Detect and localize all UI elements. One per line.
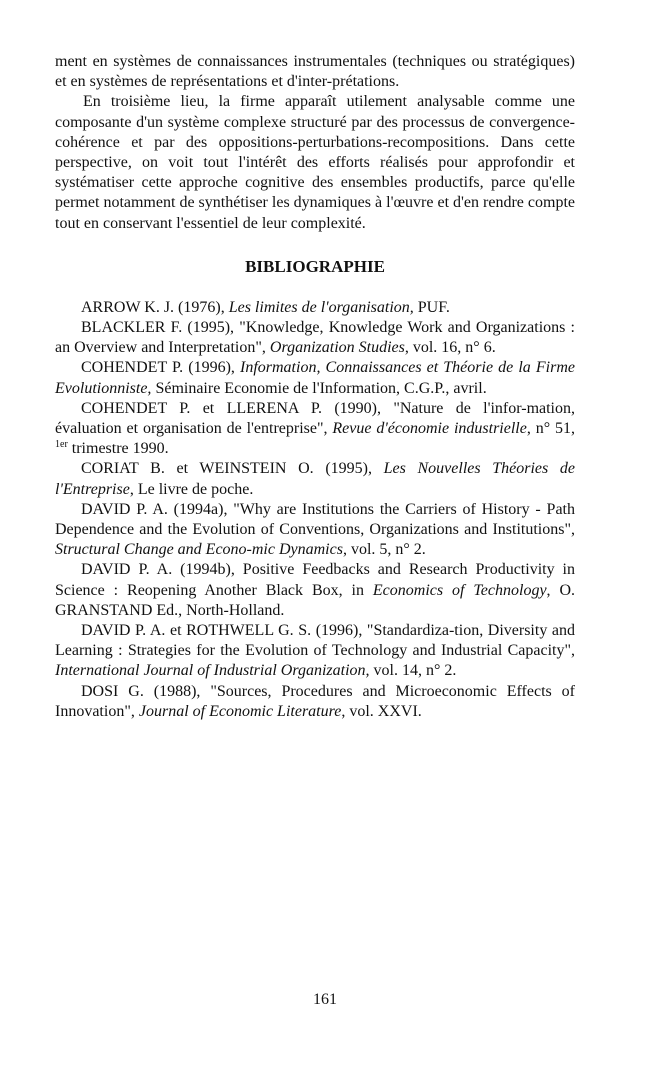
bibliography-entry: ARROW K. J. (1976), Les limites de l'organisation, PUF.	[81, 298, 450, 316]
bibliography-entry: DOSI G. (1988), "Sources, Procedures and Microeconomic Effects of Innovation", Journal of Economic Literature, vol. XXVI.	[55, 682, 575, 720]
bibliography-entry: BLACKLER F. (1995), "Knowledge, Knowledge Work and Organizations : an Overview and Interpretation", Organization Studies, vol. 16, n° 6.	[55, 319, 575, 357]
page-content	[55, 52, 575, 722]
bibliography-entry: DAVID P. A. (1994a), "Why are Institutions the Carriers of History - Path Dependence and the Evolution of Conventions, Organizations and Institutions", Structural Change and Econo-mic Dynamics, vol. 5, n° 2.	[55, 500, 575, 559]
bibliography-heading: BIBLIOGRAPHIE	[245, 256, 385, 276]
body-paragraph: ment en systèmes de connaissances instrumentales (techniques ou stratégiques) et en systèmes de représentations et d'inter-prétations.	[55, 53, 575, 91]
bibliography-list	[55, 298, 575, 722]
bibliography-entry: COHENDET P. et LLERENA P. (1990), "Nature de l'infor-mation, évaluation et organisation de l'entreprise", Revue d'économie industrielle, n° 51, $^{1er}$ trimestre 1990.	[55, 399, 575, 458]
body-paragraph: En troisième lieu, la firme apparaît utilement analysable comme une composante d'un système complexe structuré par des processus de convergence-cohérence et par des oppositions-perturbations-recompositions. Dans cette perspective, on voit tout l'intérêt des efforts réalisés pour approfondir et systématiser cette approche cognitive des ensembles productifs, parce qu'elle permet notamment de synthétiser les dynamiques à l'œuvre et d'en rendre compte tout en conservant l'essentiel de leur complexité.	[55, 93, 575, 232]
bibliography-entry: DAVID P. A. (1994b), Positive Feedbacks and Research Productivity in Science : Reopening Another Black Box, in Economics of Technology, O. GRANSTAND Ed., North-Holland.	[55, 561, 576, 619]
page-number: 161	[313, 991, 337, 1008]
bibliography-entry: COHENDET P. (1996), Information, Connaissances et Théorie de la Firme Evolutionniste, Séminaire Economie de l'Information, C.G.P., avril.	[55, 359, 575, 397]
bibliography-entry: CORIAT B. et WEINSTEIN O. (1995), Les Nouvelles Théories de l'Entreprise, Le livre de poche.	[55, 460, 576, 498]
bibliography-entry: DAVID P. A. et ROTHWELL G. S. (1996), "Standardiza-tion, Diversity and Learning : Strategies for the Evolution of Technology and Industrial Capacity", International Journal of Industrial Organization, vol. 14, n° 2.	[55, 622, 575, 680]
